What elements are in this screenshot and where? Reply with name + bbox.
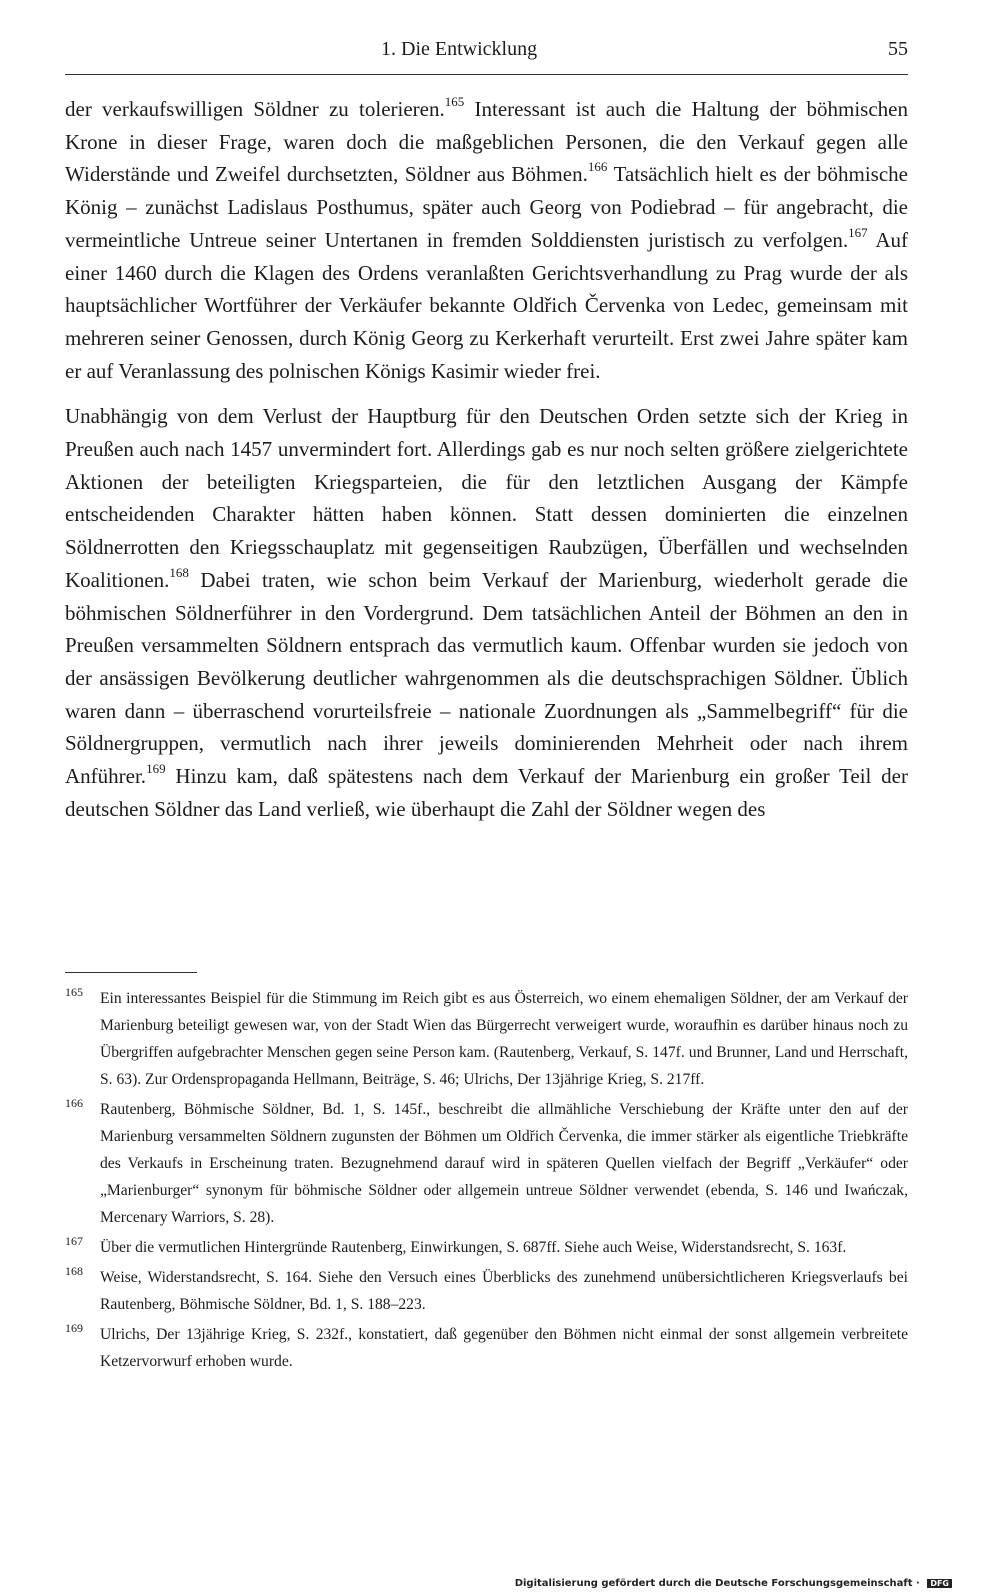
header-rule (65, 74, 908, 75)
dfg-logo: DFG (927, 1579, 952, 1588)
footnotes (65, 985, 908, 1378)
footnote (65, 985, 908, 1093)
footnote (65, 1264, 908, 1318)
text-run: Tatsächlich hielt es der böhmische König – zunächst Ladislaus Posthumus, später auch Georg von Podiebrad – für angebracht, die vermeintliche Untreue seiner Untertanen in fremden Solddiensten juristisch zu verfolgen. (65, 162, 908, 252)
page-number: 55 (888, 38, 908, 60)
footnote (65, 1096, 908, 1231)
page-header (65, 38, 908, 74)
footnote-number: 167 (65, 1234, 83, 1248)
footnote-reference[interactable]: 167 (848, 224, 868, 240)
text-run: Dabei traten, wie schon beim Verkauf der Marienburg, wiederholt gerade die böhmischen Söldnerführer in den Vordergrund. Dem tatsächlichen Anteil der Böhmen an den in Preußen versammelten Söldnern entsprach das vermutlich kaum. Offenbar wurden sie jedoch von der ansässigen Bevölkerung deutlicher wahrgenommen als die deutschsprachigen Söldner. Üblich waren dann – überraschend vorurteilsfreie – nationale Zuordnungen als „Sammelbegriff“ für die Söldnergruppen, vermutlich nach ihrer jeweils dominierenden Mehrheit oder nach ihrem Anführer. (65, 567, 908, 789)
paragraph (65, 400, 908, 825)
footnote-reference[interactable]: 169 (146, 761, 166, 777)
footnote-text: Rautenberg, Böhmische Söldner, Bd. 1, S. 145f., beschreibt die allmähliche Verschiebung der Kräfte unter den auf der Marienburg versammelten Söldnern zugunsten der Böhmen um Oldřich Červenka, die immer stärker als eigentliche Triebkräfte des Verkaufs in Erscheinung traten. Bezugnehmend darauf wird in späteren Quellen vielfach der Begriff „Verkäufer“ oder „Marienburger“ synonym für böhmische Söldner oder allgemein untreue Söldner verwendet (ebenda, S. 146 und Iwańczak, Mercenary Warriors, S. 28). (100, 1101, 908, 1226)
running-head: 1. Die Entwicklung (381, 38, 538, 60)
footnote-separator (65, 972, 197, 973)
footnote (65, 1321, 908, 1375)
footnote-reference[interactable]: 166 (587, 159, 608, 175)
footnote-text: Ein interessantes Beispiel für die Stimmung im Reich gibt es aus Österreich, wo einem ehemaligen Söldner, der am Verkauf der Marienburg beteiligt gewesen war, von der Stadt Wien das Bürgerrecht verweigert wurde, woraufhin es darüber hinaus noch zu Übergriffen aufgebrachter Menschen gegen seine Person kam. (Rautenberg, Verkauf, S. 147f. und Brunner, Land und Herrschaft, S. 63). Zur Ordenspropaganda Hellmann, Beiträge, S. 46; Ulrichs, Der 13jährige Krieg, S. 217ff. (100, 990, 908, 1088)
footnote-reference[interactable]: 165 (444, 94, 465, 110)
text-run: Auf einer 1460 durch die Klagen des Ordens veranlaßten Gerichtsverhandlung zu Prag wurde der als hauptsächlicher Wortführer der Verkäufer bekannte Oldřich Červenka von Ledec, gemeinsam mit mehreren seiner Genossen, durch König Georg zu Kerkerhaft verurteilt. Erst zwei Jahre später kam er auf Veranlassung des polnischen Königs Kasimir wieder frei. (65, 227, 908, 383)
main-text (65, 93, 908, 825)
footnote-text: Ulrichs, Der 13jährige Krieg, S. 232f., konstatiert, daß gegenüber den Böhmen nicht einmal der sonst allgemein verbreitete Ketzervorwurf erhoben wurde. (100, 1326, 908, 1370)
footnote-text: Über die vermutlichen Hintergründe Rautenberg, Einwirkungen, S. 687ff. Siehe auch Weise, Widerstandsrecht, S. 163f. (100, 1239, 847, 1256)
footnote-text: Weise, Widerstandsrecht, S. 164. Siehe den Versuch eines Überblicks des zunehmend unübersichtlicheren Kriegsverlaufs bei Rautenberg, Böhmische Söldner, Bd. 1, S. 188–223. (100, 1269, 908, 1313)
footnote-number: 165 (65, 985, 83, 999)
credit-text: Digitalisierung gefördert durch die Deutsche Forschungsgemeinschaft · (514, 1578, 920, 1589)
footnote-number: 168 (65, 1264, 83, 1278)
text-run: Interessant ist auch die Haltung der böhmischen Krone in dieser Frage, waren doch die maßgeblichen Personen, die den Verkauf gegen alle Widerstände und Zweifel durchsetzten, Söldner aus Böhmen. (65, 97, 908, 187)
footnote (65, 1234, 908, 1261)
text-run: der verkaufswilligen Söldner zu tolerieren. (65, 97, 445, 121)
digitization-credit (515, 1578, 952, 1589)
footnote-number: 166 (65, 1096, 83, 1110)
text-run: Hinzu kam, daß spätestens nach dem Verkauf der Marienburg ein großer Teil der deutschen Söldner das Land verließ, wie überhaupt die Zahl der Söldner wegen des (65, 764, 908, 821)
footnote-reference[interactable]: 168 (169, 564, 189, 580)
footnote-number: 169 (65, 1321, 83, 1335)
paragraph (65, 93, 908, 387)
text-run: Unabhängig von dem Verlust der Hauptburg für den Deutschen Orden setzte sich der Krieg in Preußen auch nach 1457 unvermindert fort. Allerdings gab es nur noch selten größere zielgerichtete Aktionen der beteiligten Kriegsparteien, die für den letztlichen Ausgang der Kämpfe entscheidenden Charakter hätten haben können. Statt dessen dominierten die einzelnen Söldnerrotten den Kriegsschauplatz mit gegenseitigen Raubzügen, Überfällen und wechselnden Koalitionen. (65, 404, 908, 592)
